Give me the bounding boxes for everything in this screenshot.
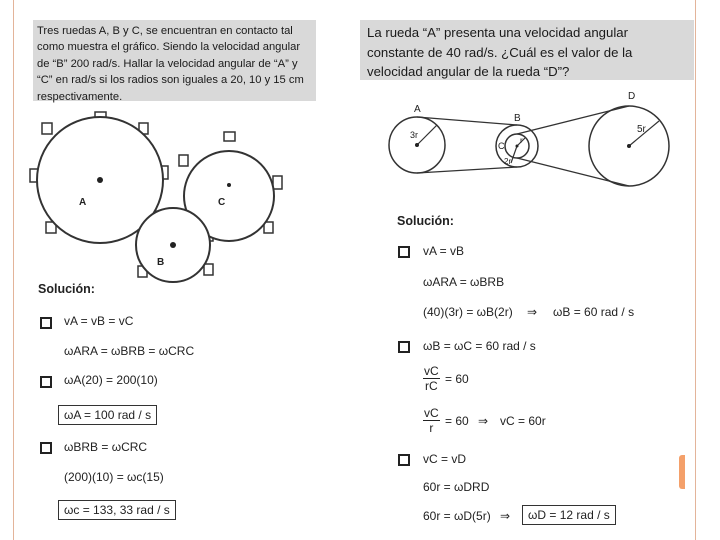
right-eq-substitution: (40)(3r) = ωB(2r) [423,305,513,319]
right-implies-arrow-3: ⇒ [500,509,511,523]
radius-a-label: 3r [410,130,419,140]
right-result-vc: vC = 60r [500,414,546,428]
fraction-1-numerator: vC [424,364,439,378]
right-eq-vc-vd: vC = vD [423,452,467,466]
left-eq-substitution-c: (200)(10) = ωc(15) [64,470,164,484]
right-fraction-vc-r [423,406,440,435]
right-eq-60r-omega-5r: 60r = ωD(5r) [423,509,491,523]
left-result-omega-a: ωA = 100 rad / s [58,405,157,425]
slide-tab-marker [679,455,685,489]
left-result-omega-c: ωc = 133, 33 rad / s [58,500,176,520]
right-bullet-1 [398,246,410,258]
pulley-a-label: A [414,104,421,115]
left-eq-omega-radius: ωARA = ωBRB = ωCRC [64,344,195,358]
gear-b-label: B [157,257,165,268]
pulleys-figure [383,88,678,198]
left-eq-b-c: ωBRB = ωCRC [64,440,148,454]
left-eq-substitution: ωA(20) = 200(10) [64,373,158,387]
right-eq-60r-omega-rd: 60r = ωDRD [423,480,490,494]
right-solution-heading: Solución: [397,214,454,228]
right-margin-frame [695,0,720,540]
right-fraction-vc-rc [423,364,440,393]
three-gears-figure [28,108,288,283]
right-bullet-3 [398,454,410,466]
left-margin-frame [0,0,14,540]
radius-b-label: 2r [504,157,512,166]
gear-a-label: A [79,197,87,208]
fraction-2-numerator: vC [424,406,439,420]
left-problem-statement: Tres ruedas A, B y C, se encuentran en contacto tal como muestra el gráfico. Siendo la velocidad angular de “B” 200 rad/s. Hallar la velocidad angular de “A” y “C” en rad/s si los radios son iguales a 20, 10 y 15 cm respectivamente. [33,20,316,101]
right-implies-arrow-1: ⇒ [527,305,538,319]
right-fraction-2-value: = 60 [445,414,469,428]
right-eq-omega-b-c: ωB = ωC = 60 rad / s [423,339,536,353]
left-bullet-2 [40,376,52,388]
radius-d-label: 5r [637,124,646,135]
right-eq-velocities: vA = vB [423,244,465,258]
left-bullet-1 [40,317,52,329]
right-result-omega-b: ωB = 60 rad / s [553,305,635,319]
right-bullet-2 [398,341,410,353]
right-fraction-1-value: = 60 [445,372,469,386]
fraction-2-denominator: r [429,421,434,435]
left-eq-velocities: vA = vB = vC [64,314,134,328]
right-result-omega-d: ωD = 12 rad / s [522,505,616,525]
left-bullet-3 [40,442,52,454]
right-implies-arrow-2: ⇒ [478,414,489,428]
gear-c-label: C [218,197,226,208]
pulley-c-label: C [498,141,505,151]
pulley-b-label: B [514,113,521,124]
right-eq-omega-radius: ωARA = ωBRB [423,275,505,289]
left-solution-heading: Solución: [38,282,95,296]
right-problem-statement: La rueda “A” presenta una velocidad angular constante de 40 rad/s. ¿Cuál es el valor de la velocidad angular de la rueda “D”? [360,20,694,80]
fraction-1-denominator: rC [425,379,438,393]
pulley-d-label: D [628,91,636,102]
radius-c-label: r [520,136,523,145]
